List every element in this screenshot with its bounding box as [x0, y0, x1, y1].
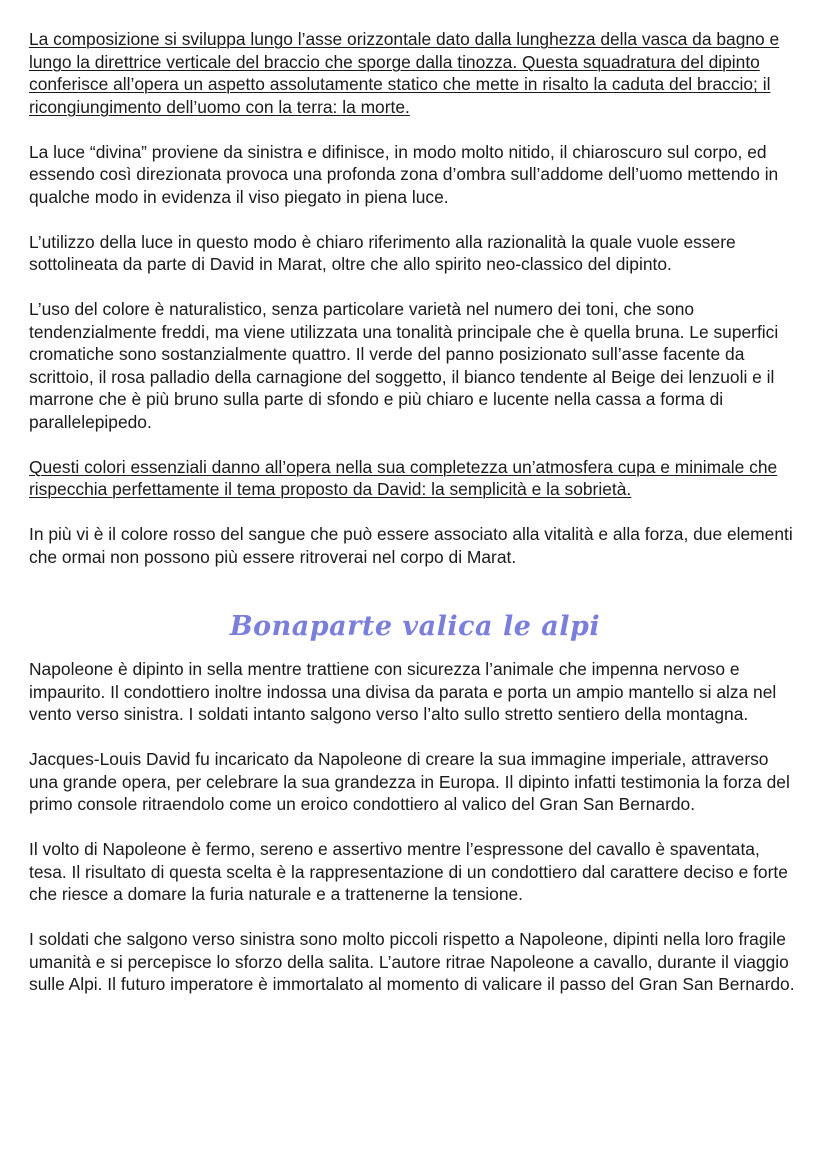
rationality-paragraph: L’utilizzo della luce in questo modo è chiaro riferimento alla razionalità la quale vuole essere sottolineata da parte di David in Marat, oltre che allo spirito neo-classico del dipinto. — [29, 231, 736, 274]
soldiers-paragraph: I soldati che salgono verso sinistra sono molto piccoli rispetto a Napoleone, dipinti nella loro fragile umanità e si percepisce lo sforzo della salita. L’autore ritrae Napoleone a cavallo, durante il viaggio sulle Alpi. Il futuro imperatore è immortalato al momento di valicare il passo del Gran San Bernardo. — [29, 929, 795, 994]
light-paragraph: La luce “divina” proviene da sinistra e difinisce, in modo molto nitido, il chiaroscuro sul corpo, ed essendo così direzionata provoca una profonda zona d’ombra sull’addome dell’uomo mettendo in qualche modo in evidenza il viso piegato in piena luce. — [29, 141, 779, 207]
napoleon-description-paragraph: Napoleone è dipinto in sella mentre trattiene con sicurezza l’animale che impenna nervoso e impaurito. Il condottiero inoltre indossa una divisa da parata e porta un ampio mantello si alza nel vento verso sinistra. I soldati intanto salgono verso l’alto sullo stretto sentiero della montagna. — [29, 659, 777, 724]
section-heading: Bonaparte valica le alpi — [229, 611, 601, 642]
commission-paragraph: Jacques-Louis David fu incaricato da Napoleone di creare la sua immagine imperiale, attraverso una grande opera, per celebrare la sua grandezza in Europa. Il dipinto infatti testimonia la forza del primo console ritraendolo come un eroico condottiero al valico del Gran San Bernardo. — [29, 749, 790, 814]
composition-paragraph: La composizione si sviluppa lungo l’asse orizzontale dato dalla lunghezza della vasca da bagno e lungo la direttrice verticale del braccio che sporge dalla tinozza. Questa squadratura del dipinto conferisce all’opera un aspetto assolutamente statico che mette in risalto la caduta del braccio; il ricongiungimento dell’uomo con la terra: la morte. — [29, 29, 780, 117]
document-page — [29, 28, 801, 1018]
blood-paragraph: In più vi è il colore rosso del sangue che può essere associato alla vitalità e alla forza, due elementi che ormai non possono più essere ritroverai nel corpo di Marat. — [29, 524, 793, 567]
expression-paragraph: Il volto di Napoleone è fermo, sereno e assertivo mentre l’espressone del cavallo è spaventata, tesa. Il risultato di questa scelta è la rappresentazione di un condottiero dal carattere deciso e forte che riesce a domare la furia naturale e a trattenerne la tensione. — [29, 839, 788, 904]
atmosphere-paragraph: Questi colori essenziali danno all’opera nella sua completezza un’atmosfera cupa e minimale che rispecchia perfettamente il tema proposto da David: la semplicità e la sobrietà. — [29, 456, 778, 499]
color-paragraph: L’uso del colore è naturalistico, senza particolare varietà nel numero dei toni, che sono tendenzialmente freddi, ma viene utilizzata una tonalità principale che è quella bruna. Le superfici cromatiche sono sostanzialmente quattro. Il verde del panno posizionato sull’asse facente da scrittoio, il rosa palladio della carnagione del soggetto, il bianco tendente al Beige dei lenzuoli e il marrone che è più bruno sulla parte di sfondo e più chiaro e lucente nella cassa a forma di parallelepipedo. — [29, 299, 779, 432]
